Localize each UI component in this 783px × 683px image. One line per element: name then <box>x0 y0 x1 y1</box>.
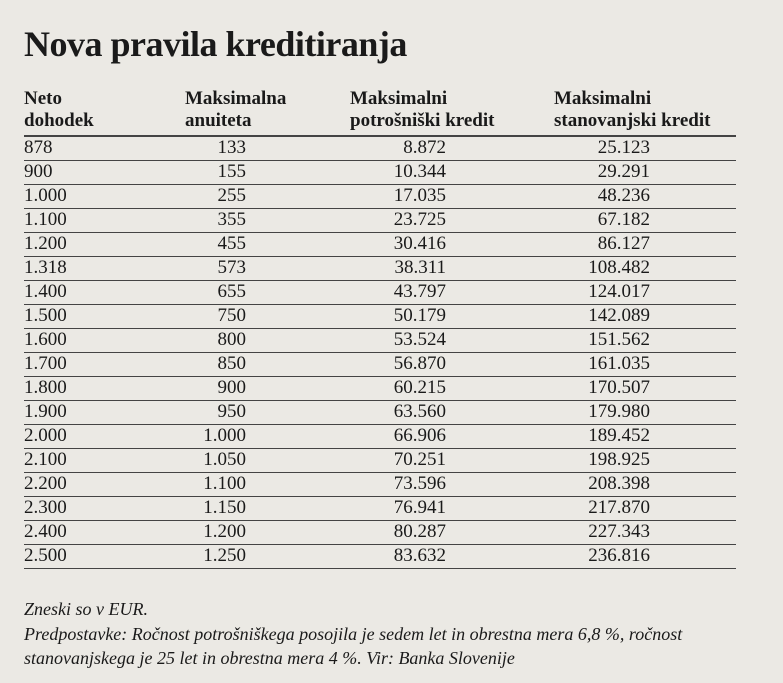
table-cell: 1.800 <box>24 377 67 398</box>
table-cell: 38.311 <box>394 257 446 278</box>
table-cell: 86.127 <box>597 233 650 254</box>
header-stanovanjski-kredit <box>554 88 710 132</box>
table-cell: 573 <box>217 257 246 278</box>
header-potrosniski-kredit <box>350 88 494 132</box>
table-row <box>24 377 736 401</box>
table-cell: 1.700 <box>24 353 67 374</box>
table-cell: 70.251 <box>393 449 446 470</box>
table-cell: 255 <box>217 185 246 206</box>
table-cell: 23.725 <box>393 209 446 230</box>
table-cell: 76.941 <box>393 497 446 518</box>
table-cell: 455 <box>217 233 246 254</box>
table-cell: 43.797 <box>393 281 446 302</box>
note-currency: Zneski so v EUR. <box>24 599 148 619</box>
table-cell: 142.089 <box>588 305 650 326</box>
table-row <box>24 329 736 353</box>
table-cell: 1.000 <box>203 425 246 446</box>
table-cell: 80.287 <box>393 521 446 542</box>
header-line: Maksimalna <box>185 88 287 109</box>
table-cell: 29.291 <box>597 161 650 182</box>
table-row <box>24 425 736 449</box>
table-cell: 950 <box>217 401 246 422</box>
page-title: Nova pravila kreditiranja <box>24 24 407 64</box>
table-cell: 10.344 <box>393 161 446 182</box>
table-row <box>24 353 736 377</box>
table-cell: 63.560 <box>393 401 446 422</box>
table-row <box>24 521 736 545</box>
table-cell: 1.318 <box>24 257 67 278</box>
header-maksimalna-anuiteta <box>185 88 286 132</box>
table-cell: 2.200 <box>24 473 67 494</box>
header-line: potrošniški kredit <box>350 110 495 131</box>
header-neto-dohodek <box>24 88 94 132</box>
table-header <box>24 88 736 137</box>
table-row <box>24 233 736 257</box>
table-row <box>24 209 736 233</box>
table-cell: 1.200 <box>24 233 67 254</box>
table-cell: 655 <box>217 281 246 302</box>
table-cell: 750 <box>217 305 246 326</box>
table-cell: 1.150 <box>203 497 246 518</box>
table-row <box>24 401 736 425</box>
header-line: Maksimalni <box>554 88 652 109</box>
table-cell: 48.236 <box>597 185 650 206</box>
table-cell: 73.596 <box>393 473 446 494</box>
header-line: anuiteta <box>185 110 252 131</box>
table-cell: 1.400 <box>24 281 67 302</box>
table-row <box>24 281 736 305</box>
table-cell: 198.925 <box>588 449 650 470</box>
table-cell: 227.343 <box>588 521 650 542</box>
table-row <box>24 305 736 329</box>
table-row <box>24 185 736 209</box>
table-cell: 878 <box>24 137 53 158</box>
table-row <box>24 449 736 473</box>
table-cell: 60.215 <box>393 377 446 398</box>
table-cell: 170.507 <box>588 377 650 398</box>
table-cell: 8.872 <box>403 137 446 158</box>
note-assumptions: Predpostavke: Ročnost potrošniškega posojila je sedem let in obrestna mera 6,8 %, ročnost <box>24 623 683 644</box>
table-cell: 208.398 <box>588 473 650 494</box>
table-cell: 900 <box>217 377 246 398</box>
header-line: dohodek <box>24 110 94 131</box>
table-cell: 900 <box>24 161 53 182</box>
table-cell: 355 <box>217 209 246 230</box>
table-body <box>24 137 736 569</box>
table-cell: 2.400 <box>24 521 67 542</box>
table-cell: 66.906 <box>393 425 446 446</box>
footnotes <box>24 597 744 671</box>
table-cell: 1.100 <box>203 473 246 494</box>
table-cell: 217.870 <box>588 497 650 518</box>
table-row <box>24 257 736 281</box>
table-cell: 1.200 <box>203 521 246 542</box>
table-cell: 1.250 <box>203 545 246 566</box>
table-cell: 800 <box>217 329 246 350</box>
table-row <box>24 473 736 497</box>
table-cell: 179.980 <box>588 401 650 422</box>
table-row <box>24 545 736 569</box>
table-cell: 1.900 <box>24 401 67 422</box>
table-cell: 133 <box>217 137 246 158</box>
table-cell: 124.017 <box>588 281 650 302</box>
table-cell: 1.600 <box>24 329 67 350</box>
table-cell: 151.562 <box>588 329 650 350</box>
table-cell: 236.816 <box>588 545 650 566</box>
table-cell: 2.000 <box>24 425 67 446</box>
table-cell: 53.524 <box>393 329 446 350</box>
header-line: Maksimalni <box>350 88 448 109</box>
table-cell: 155 <box>217 161 246 182</box>
table-cell: 1.500 <box>24 305 67 326</box>
table-cell: 108.482 <box>588 257 650 278</box>
table-cell: 2.500 <box>24 545 67 566</box>
credit-table <box>24 88 736 569</box>
table-cell: 30.416 <box>393 233 446 254</box>
table-cell: 189.452 <box>588 425 650 446</box>
table-cell: 1.100 <box>24 209 67 230</box>
table-cell: 83.632 <box>393 545 446 566</box>
table-cell: 67.182 <box>597 209 650 230</box>
table-cell: 161.035 <box>588 353 650 374</box>
table-row <box>24 137 736 161</box>
table-cell: 2.100 <box>24 449 67 470</box>
table-cell: 850 <box>217 353 246 374</box>
table-cell: 1.000 <box>24 185 67 206</box>
table-cell: 1.050 <box>203 449 246 470</box>
table-cell: 17.035 <box>393 185 446 206</box>
header-line: Neto <box>24 88 62 109</box>
table-cell: 2.300 <box>24 497 67 518</box>
table-cell: 25.123 <box>597 137 650 158</box>
header-line: stanovanjski kredit <box>554 110 711 131</box>
table-cell: 56.870 <box>393 353 446 374</box>
table-cell: 50.179 <box>393 305 446 326</box>
note-source: stanovanjskega je 25 let in obrestna mera 4 %. Vir: Banka Slovenije <box>24 648 515 668</box>
table-row <box>24 161 736 185</box>
table-row <box>24 497 736 521</box>
